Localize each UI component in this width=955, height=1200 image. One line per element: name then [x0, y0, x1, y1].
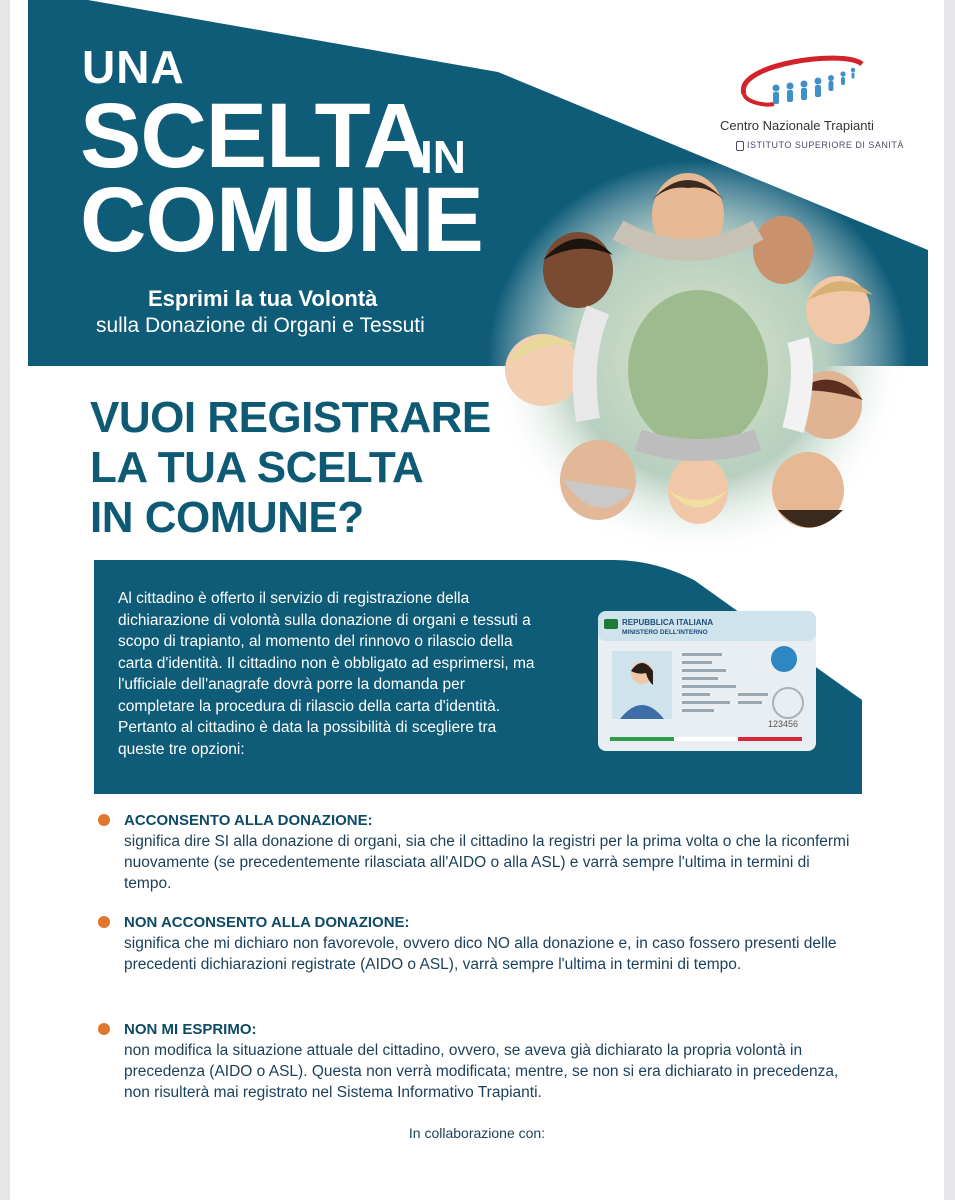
poster — [10, 0, 944, 1200]
iss-icon — [736, 141, 744, 151]
subtitle: sulla Donazione di Organi e Tessuti — [96, 314, 425, 337]
question-line-2: LA TUA SCELTA — [90, 443, 424, 492]
identity-card — [598, 611, 816, 751]
logo-name: Centro Nazionale Trapianti — [720, 118, 874, 133]
title-in: IN — [420, 131, 466, 183]
card-number: 123456 — [768, 719, 799, 729]
subtitle-bold: Esprimi la tua Volontà — [148, 286, 378, 311]
people-circle-photo — [488, 160, 908, 560]
option-heading: NON MI ESPRIMO: — [124, 1021, 257, 1038]
option-consent — [98, 811, 858, 894]
card-republic: REPUBBLICA ITALIANA — [622, 618, 714, 627]
option-body: non modifica la situazione attuale del cittadino, ovvero, se aveva già dichiarato la propria volontà in precedenza (AIDO o ASL). Questa non verrà modificata; mentre, se non si era dichiarato in precedenza, non risulterà mai registrato nel Sistema Informativo Trapianti. — [124, 1042, 839, 1101]
bullet-icon — [98, 916, 110, 928]
title-scelta: SCELTA — [80, 85, 429, 187]
logo-institute-label: ISTITUTO SUPERIORE DI SANITÀ — [747, 140, 904, 150]
option-heading: NON ACCONSENTO ALLA DONAZIONE: — [124, 914, 410, 931]
card-ministry: MINISTERO DELL'INTERNO — [622, 629, 708, 636]
title-comune: COMUNE — [80, 169, 483, 271]
collaboration-label: In collaborazione con: — [408, 1125, 546, 1141]
question-line-1: VUOI REGISTRARE — [90, 393, 491, 442]
bullet-icon — [98, 814, 110, 826]
option-body: significa che mi dichiaro non favorevole, ovvero dico NO alla donazione e, in caso fossero presenti delle precedenti dichiarazioni registrate (AIDO o ASL), varrà sempre l'ultima in termini di tempo. — [124, 935, 837, 973]
option-no-opinion — [98, 1020, 858, 1103]
option-no-consent — [98, 913, 858, 975]
cnt-logo — [724, 54, 874, 154]
bullet-icon — [98, 1023, 110, 1035]
question-heading — [90, 393, 491, 543]
logo-institute — [736, 140, 904, 151]
option-heading: ACCONSENTO ALLA DONAZIONE: — [124, 812, 373, 829]
title-una: UNA — [82, 41, 185, 93]
option-body: significa dire SI alla donazione di organi, sia che il cittadino la registri per la prima volta o che la riconfermi nuovamente (se precedentemente rilasciata all'AIDO o alla ASL) e varrà sempre l'ultima in termini di tempo. — [124, 833, 850, 892]
question-line-3: IN COMUNE? — [90, 493, 364, 542]
info-text: Al cittadino è offerto il servizio di registrazione della dichiarazione di volontà sulla donazione di organi e tessuti a scopo di trapianto, al momento del rinnovo o rilascio della carta d'identità. Il cittadino non è obbligato ad esprimersi, ma l'ufficiale dell'anagrafe dovrà porre la domanda per completare la procedura di rilascio della carta d'identità. Pertanto al cittadino è data la possibilità di scegliere tra queste tre opzioni: — [118, 590, 535, 758]
